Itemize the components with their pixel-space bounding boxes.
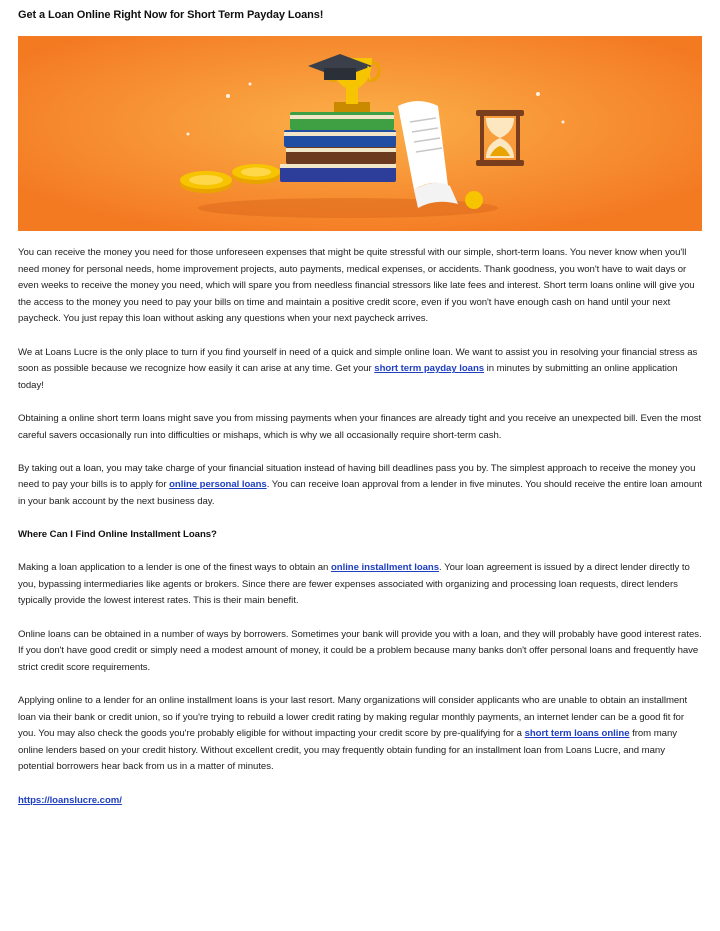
paragraph-online-loans: Online loans can be obtained in a number of ways by borrowers. Sometimes your bank will provide you with a loan, and they will probably have good interest rates. If you don't have good credit or simply need a modest amount of money, it could be a problem because many banks don't offer personal loans and frequently have strict credit score requirements. (18, 628, 702, 673)
paragraph-intro: You can receive the money you need for those unforeseen expenses that might be quite stressful with our simple, short-term loans. You never know when you'll need money for personal needs, home improvement projects, auto payments, medical expenses, or accidents. Thank goodness, you won't have to wait days or even weeks to receive the money you need, which will spare you from needless financial stressors like late fees and interest. Short term loans online will give you the access to the money you need to pay your bills on time and maintain a positive credit score, even if you won't have enough cash on hand until your next paycheck. You just repay this loan without asking any questions when your next paycheck arrives. (18, 247, 695, 325)
paragraph-applying-online (18, 693, 702, 776)
footer-url-link[interactable]: https://loanslucre.com/ (18, 794, 122, 806)
article-body (18, 245, 702, 826)
link-short-term-loans-online[interactable]: short term loans online (524, 728, 630, 740)
hourglass-icon (476, 110, 524, 166)
paragraph-loans-lucre (18, 345, 702, 395)
paragraph-text: By taking out a loan, you may take charge of your financial situation instead of having bill deadlines pass you by. The simplest approach to receive the money you need to pay your bills is to apply for (18, 462, 696, 491)
paragraph-text: . Your loan agreement is issued by a direct lender directly to you, bypassing intermediaries like agents or brokers. Since there are fewer expenses associated with organizing and processing loan requests, direct lenders typically provide the lowest interest rates. This is their main benefit. (18, 562, 690, 607)
link-short-term-payday-loans[interactable]: short term payday loans (374, 363, 485, 375)
document-title: Get a Loan Online Right Now for Short Term Payday Loans! (18, 9, 324, 21)
hero-illustration (18, 36, 702, 231)
paragraph-text: in minutes by submitting an online application today! (18, 363, 678, 391)
section-heading: Where Can I Find Online Installment Loans? (18, 529, 217, 541)
link-online-personal-loans[interactable]: online personal loans (169, 479, 267, 491)
paragraph-text: Making a loan application to a lender is one of the finest ways to obtain an (18, 562, 331, 574)
books-stack-icon (280, 112, 396, 182)
paragraph-obtaining: Obtaining a online short term loans might save you from missing payments when your finances are already tight and you receive an unexpected bill. Even the most careful savers occasionally run into difficulties or mishaps, which is why we all occasionally require short-term cash. (18, 412, 702, 441)
paragraph-text: . You can receive loan approval from a lender in five minutes. You should receive the entire loan amount in your bank account by the next business day. (18, 479, 703, 507)
paragraph-text: Applying online to a lender for an online installment loans is your last resort. Many organizations will consider applicants who are unable to obtain an installment loan via their bank or credit union, so if you're trying to rebuild a lower credit rating by making regular monthly payments, an internet lender can be a good fit for you. You may also check the goods you're probably eligible for without impacting your credit score by pre-qualifying for a (18, 695, 688, 740)
paragraph-text: from many online lenders based on your credit history. Without excellent credit, you may frequently obtain funding for an installment loan from Loans Lucre, and many potential borrowers hear back from us in a matter of minutes. (18, 728, 677, 773)
paragraph-loan-application (18, 560, 702, 610)
link-online-installment-loans[interactable]: online installment loans (330, 562, 440, 574)
paragraph-text: We at Loans Lucre is the only place to turn if you find yourself in need of a quick and simple online loan. We want to assist you in resolving your financial stress as soon as possible because we recognize how easily it can arise at any time. Get your (18, 346, 698, 375)
paragraph-take-charge (18, 461, 702, 511)
